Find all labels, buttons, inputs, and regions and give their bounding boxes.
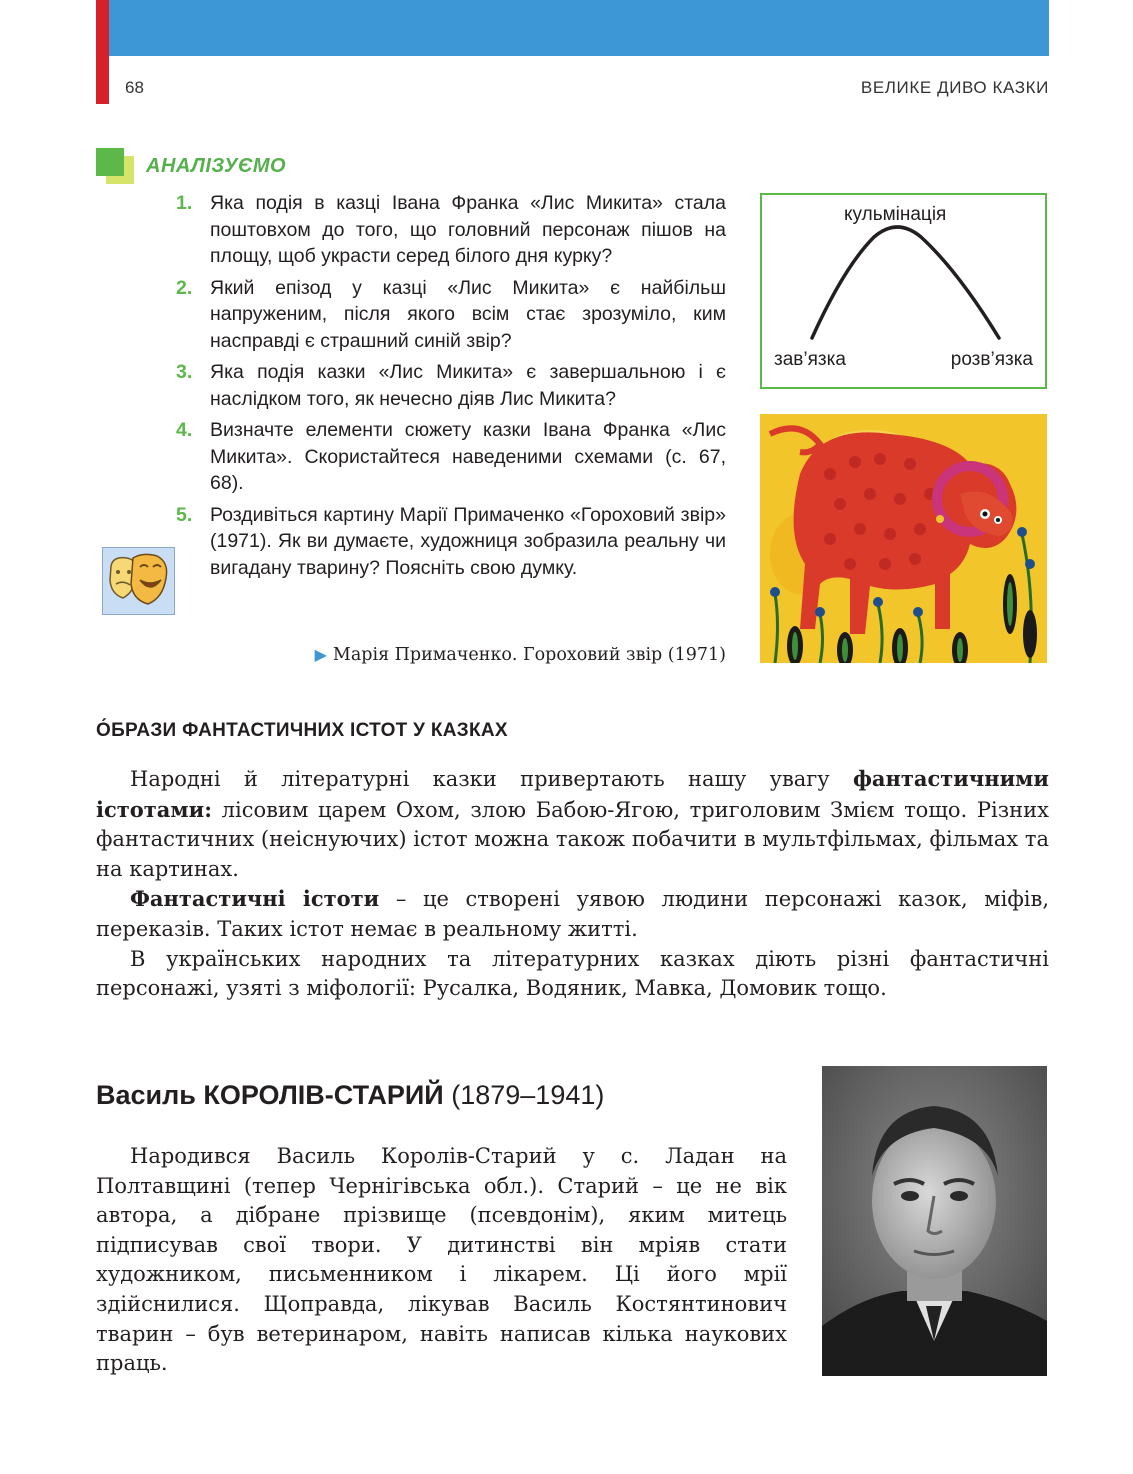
pea-beast-painting (760, 414, 1047, 663)
paragraph: Фантастичні істоти – це створені уявою людини персонажі казок, міфів, переказів. Таких істот немає в реальному житті. (96, 886, 1050, 941)
analysis-title: АНАЛІЗУЄМО (146, 155, 287, 177)
section-heading: О́БРАЗИ ФАНТАСТИЧНИХ ІСТОТ У КАЗКАХ (96, 720, 508, 741)
page-number: 68 (125, 78, 144, 97)
question-item: 3. Яка подія казки «Лис Микита» є завершальною і є наслідком того, як нечесно діяв Лис Микита? (176, 361, 726, 410)
question-item: 5. Роздивіться картину Марії Примаченко «Гороховий звір» (1971). Як ви думаєте, художниця зобразила реальну чи вигадану тварину? Поясніть свою думку. (176, 503, 726, 579)
top-color-bar (96, 0, 1049, 56)
author-portrait (822, 1066, 1047, 1376)
triangle-marker-icon: ▶ (314, 645, 327, 664)
question-item: 2. Який епізод у казці «Лис Микита» є найбільш напруженим, після якого всім стає зрозуміло, ким насправді є страшний синій звір? (176, 276, 726, 352)
plot-diagram (760, 193, 1047, 389)
author-years: (1879–1941) (451, 1080, 605, 1110)
author-name: Василь КОРОЛІВ-СТАРИЙ (96, 1080, 444, 1110)
paragraph: В українських народних та літературних казках діють різні фантастичні персонажі, узяті з міфології: Русалка, Водяник, Мавка, Домовик тощо. (96, 946, 1049, 1001)
green-square-icon (96, 148, 134, 184)
question-item: 4. Визначте елементи сюжету казки Івана Франка «Лис Микита». Скористайтеся наведеними схемами (с. 67, 68). (176, 419, 726, 494)
author-bio (96, 1142, 787, 1379)
section-body (96, 764, 1049, 1004)
question-list (170, 190, 726, 586)
exposition-label: зав’язка (774, 349, 846, 370)
painting-caption: ▶ Марія Примаченко. Гороховий звір (1971) (314, 645, 726, 665)
red-page-marker (96, 0, 109, 104)
resolution-label: розв’язка (950, 349, 1033, 370)
bio-paragraph: Народився Василь Королів-Старий у с. Ладан на Полтавщині (тепер Чернігівська обл.). Старий – це не вік автора, а дібране прізвище (псевдонім), яким митець підписував свої твори. У дитинстві він мріяв стати художником, письменником і лікарем. Ці його мрії здійснилися. Щоправда, лікував Василь Костянтинович тварин – був ветеринаром, навіть написав кілька наукових праць. (96, 1144, 787, 1376)
question-item: 1. Яка подія в казці Івана Франка «Лис Микита» стала поштовхом до того, що головний персонаж пішов на площу, щоб украсти серед білого дня курку? (176, 192, 726, 267)
climax-label: кульмінація (844, 204, 947, 225)
paragraph: Народні й літературні казки привертають нашу увагу фантастичними істотами: лісовим царем Охом, злою Бабою-Ягою, триголовим Змієм тощо. Різних фантастичних (неіснуючих) істот можна також побачити в мультфільмах, фільмах та на картинах. (96, 766, 1049, 881)
theater-masks-icon (102, 547, 175, 615)
author-heading (96, 1080, 604, 1111)
running-head: ВЕЛИКЕ ДИВО КАЗКИ (860, 78, 1049, 97)
